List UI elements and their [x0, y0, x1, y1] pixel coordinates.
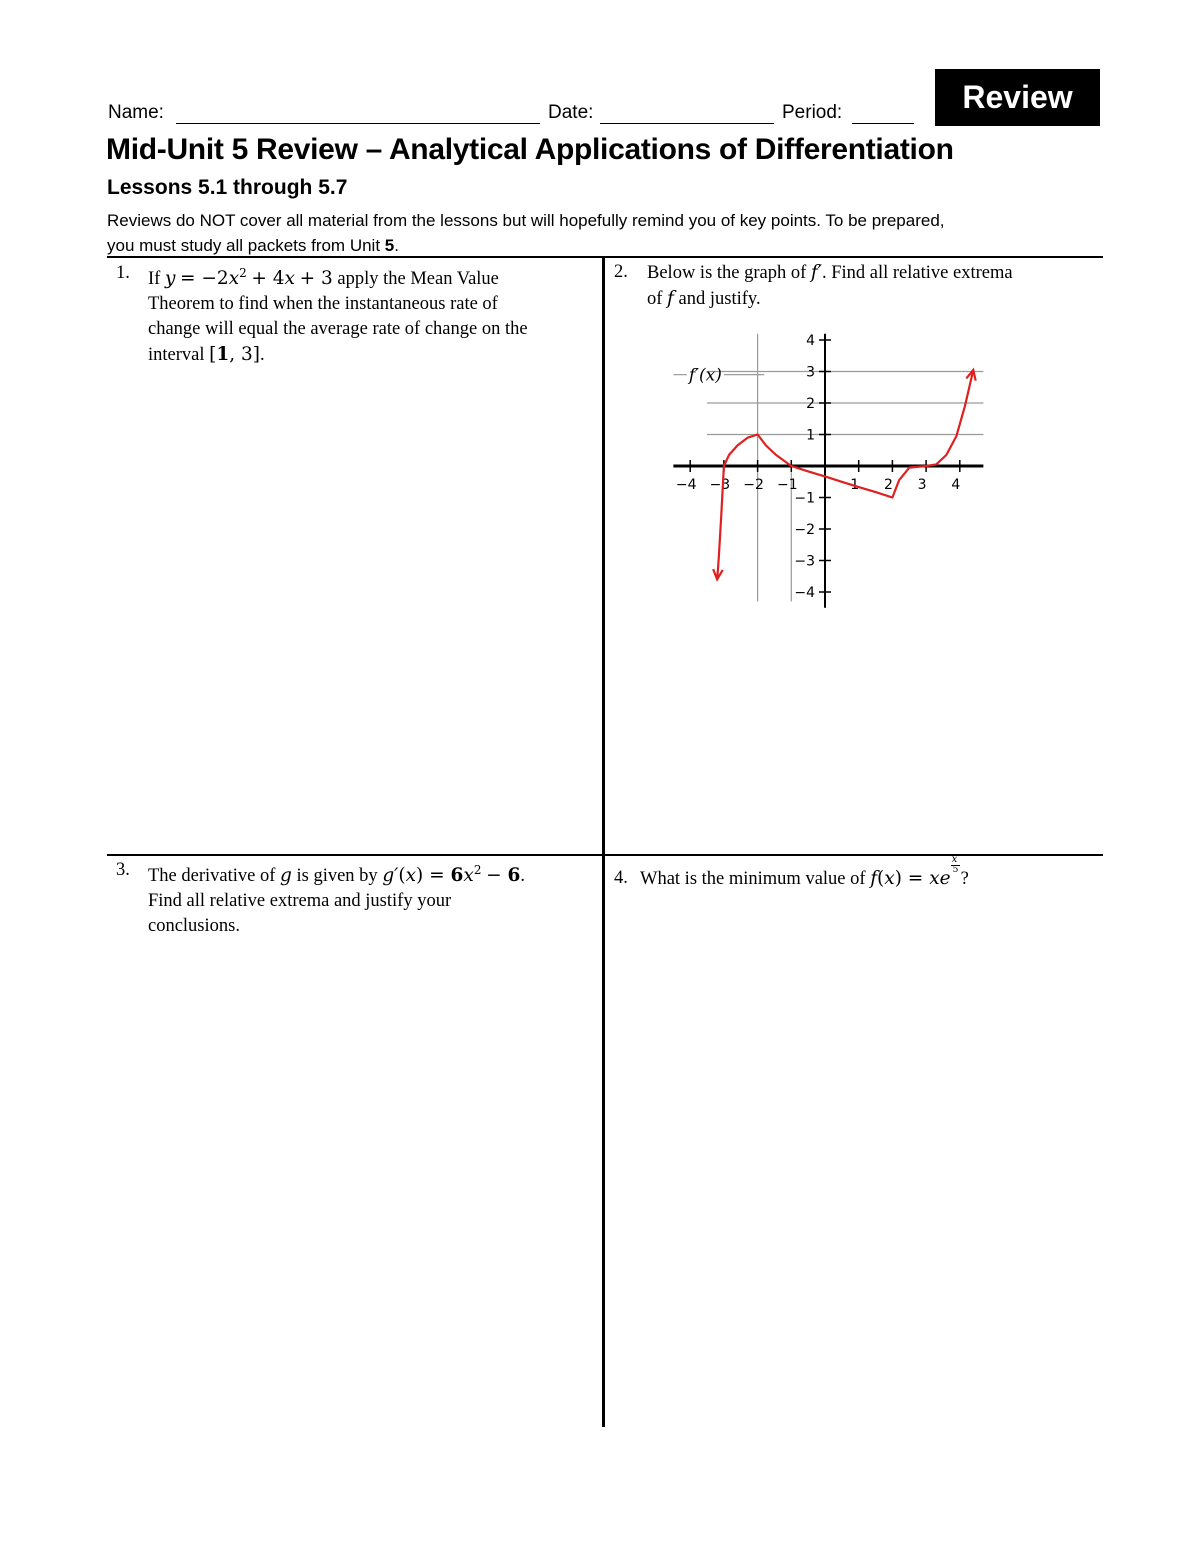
note-line-1: Reviews do NOT cover all material from the lessons but will hopefully remind you of key points. To be prepared, [107, 211, 945, 230]
period-label: Period: [782, 102, 843, 123]
x-tick-label: 1 [850, 477, 860, 493]
question-text [640, 854, 969, 892]
period-field[interactable] [852, 123, 914, 124]
q3-line-2: Find all relative extrema and justify your [148, 891, 452, 912]
fprime-graph [675, 325, 1025, 615]
date-field[interactable] [600, 123, 774, 124]
page-title: Mid-Unit 5 Review – Analytical Applications of Differentiation [106, 133, 954, 166]
x-tick-label: −2 [743, 477, 764, 493]
question-number: 2. [614, 262, 628, 282]
center-divider [602, 257, 605, 1427]
fprime-label: f′(x) [688, 365, 722, 386]
y-tick-label: 3 [806, 364, 815, 381]
y-tick-label: 4 [806, 333, 815, 349]
q1-line-1: If $y = -2x^2 + 4x + 3$ apply the Mean Value [148, 266, 499, 290]
header-row [108, 96, 928, 130]
top-rule [107, 256, 1103, 258]
x-tick-label: 2 [883, 477, 893, 493]
graph-grid [707, 334, 983, 602]
q1-line-3: change will equal the average rate of change on the [148, 319, 528, 340]
y-tick-label: −4 [794, 585, 815, 601]
q2-line-2: of f and justify. [647, 288, 761, 309]
question-number: 3. [116, 860, 130, 880]
question-number: 1. [116, 263, 130, 283]
x-tick-label: −1 [776, 477, 798, 493]
question-text [148, 858, 525, 939]
x-tick-label: −4 [675, 477, 697, 493]
name-field[interactable] [176, 123, 540, 124]
note-line-2: you must study all packets from Unit 5. [107, 236, 399, 255]
q4-line-1: What is the minimum value of f(x) = xe $\frac{x}{5}$ ? [640, 854, 969, 889]
y-tick-label: −2 [794, 522, 815, 538]
question-number: 4. [614, 868, 628, 888]
y-tick-label: 1 [806, 427, 815, 444]
y-tick-label: −3 [794, 553, 815, 570]
q1-line-2: Theorem to find when the instantaneous rate of [148, 294, 498, 315]
fprime-curve [713, 370, 976, 580]
x-tick-label: −3 [709, 477, 731, 493]
y-tick-label: −1 [794, 490, 815, 507]
y-tick-label: 2 [806, 396, 815, 412]
q2-line-1: Below is the graph of f′. Find all relative extrema [647, 262, 1013, 283]
fprime-curve-path [717, 370, 973, 580]
x-tick-label: 4 [951, 477, 961, 493]
date-label: Date: [548, 102, 594, 123]
lessons-subtitle: Lessons 5.1 through 5.7 [107, 176, 348, 199]
q1-line-4: interval [1, 3]. [148, 344, 265, 366]
reviews-note [107, 208, 1107, 258]
review-badge: Review [935, 69, 1100, 126]
question-text [148, 261, 528, 368]
q3-line-1: The derivative of g is given by $g'(x) = 6x^2 - 6$. [148, 863, 525, 887]
question-text [647, 260, 1013, 312]
graph-label [673, 366, 761, 386]
name-label: Name: [108, 102, 164, 123]
x-tick-label: 3 [917, 477, 927, 493]
q3-line-3: conclusions. [148, 916, 240, 937]
